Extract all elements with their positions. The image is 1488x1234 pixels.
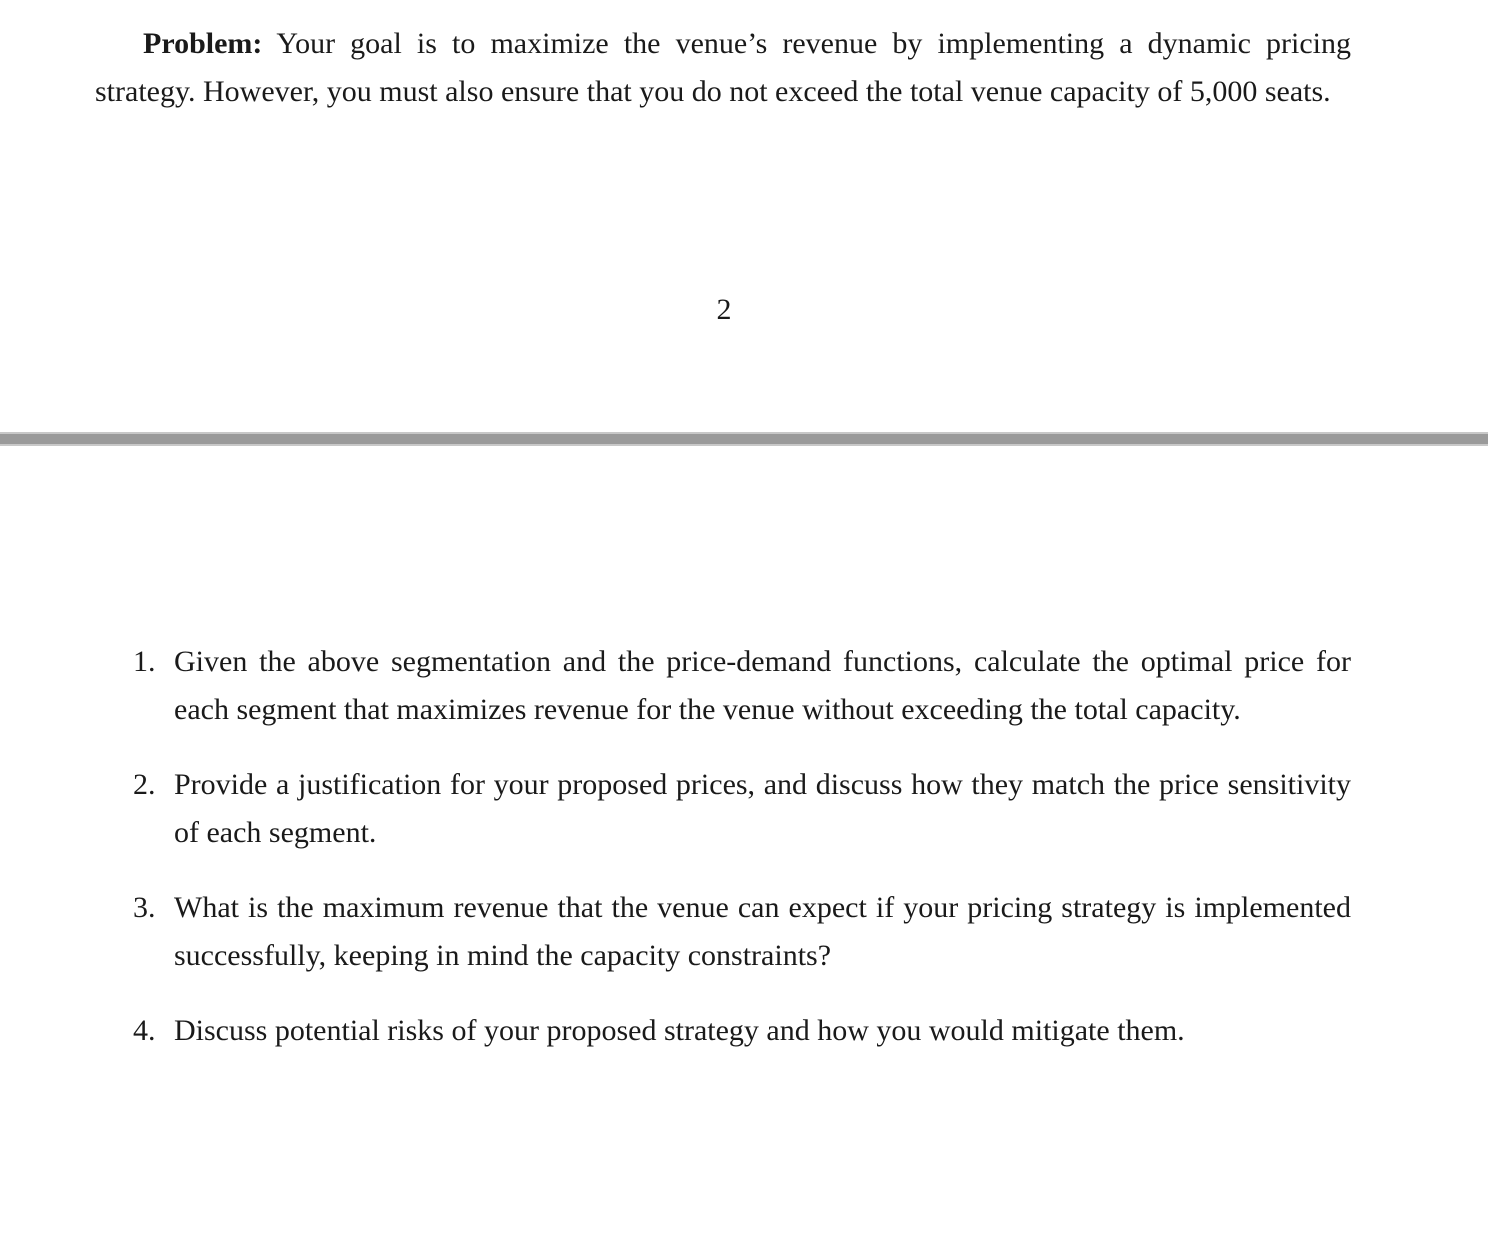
question-text: What is the maximum revenue that the venue can expect if your pricing strategy is implemented successfully, keeping in mind the capacity constraints? [174, 891, 1351, 972]
page-number: 2 [716, 293, 732, 326]
page-separator [0, 432, 1488, 446]
page-top [0, 0, 1488, 432]
problem-text: Your goal is to maximize the venue’s revenue by implementing a dynamic pricing strategy. However, you must also ensure that you do not exceed the total venue capacity of 5,000 seats. [95, 27, 1351, 108]
question-number: 2. [133, 768, 156, 801]
question-number: 3. [133, 891, 156, 924]
problem-paragraph [95, 20, 1351, 116]
question-item [0, 884, 1351, 980]
question-item [0, 761, 1351, 857]
question-number: 4. [133, 1014, 156, 1047]
question-list [0, 638, 1488, 1082]
problem-label: Problem: [143, 27, 263, 60]
question-item [0, 638, 1351, 734]
question-item [0, 1007, 1351, 1055]
question-text: Given the above segmentation and the price-demand functions, calculate the optimal price for each segment that maximizes revenue for the venue without exceeding the total capacity. [174, 645, 1351, 726]
question-text: Discuss potential risks of your proposed strategy and how you would mitigate them. [174, 1014, 1185, 1047]
question-text: Provide a justification for your proposed prices, and discuss how they match the price sensitivity of each segment. [174, 768, 1351, 849]
question-number: 1. [133, 645, 156, 678]
